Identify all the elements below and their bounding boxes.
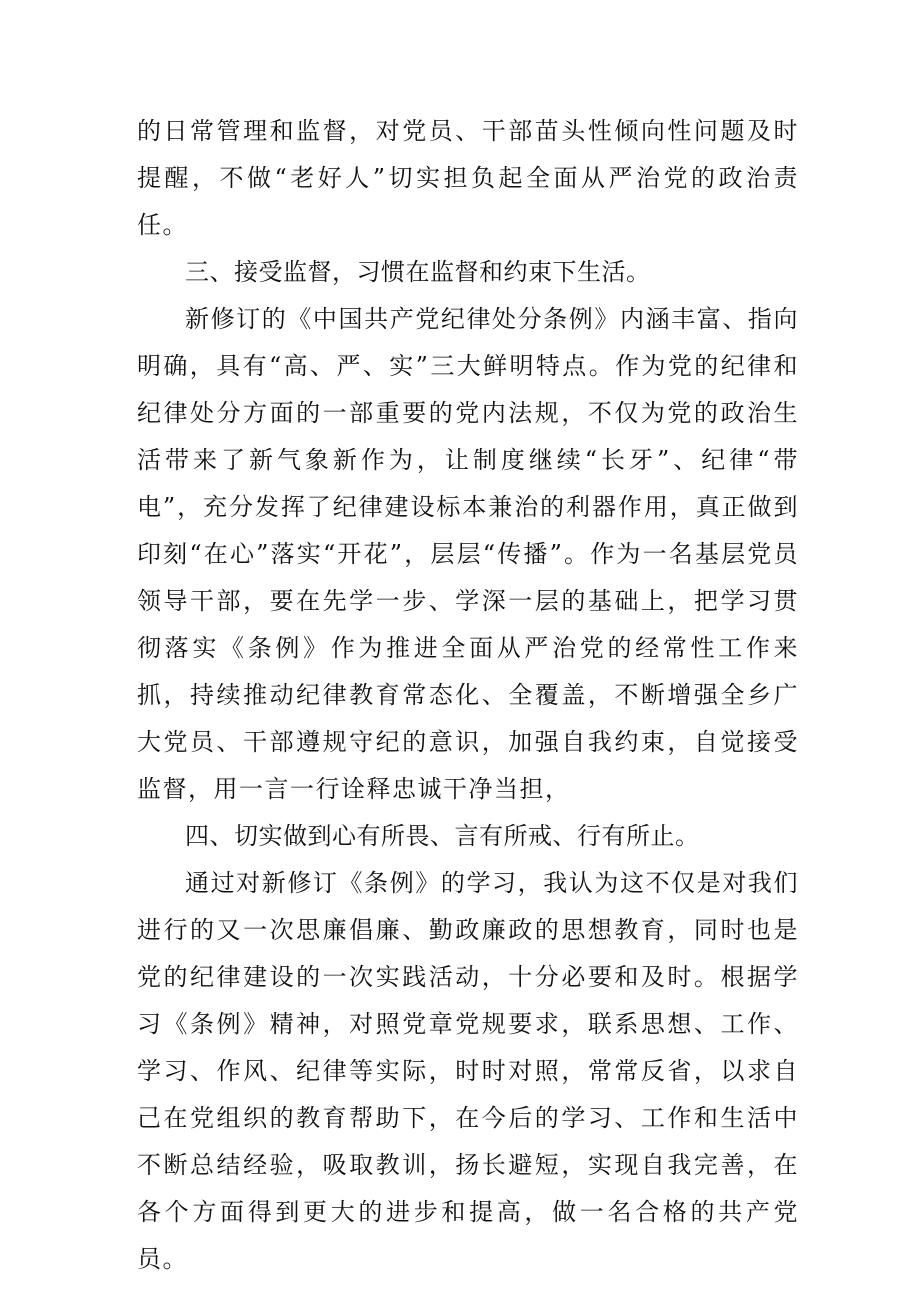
- section-heading-three: 三、接受监督，习惯在监督和约束下生活。: [185, 258, 651, 286]
- paragraph-continuation: 的日常管理和监督，对党员、干部苗头性倾向性问题及时提醒，不做“老好人”切实担负起全面从严治党的政治责任。: [137, 117, 799, 239]
- section-heading-four: 四、切实做到心有所畏、言有所戒、行有所止。: [185, 822, 700, 850]
- document-body: [137, 108, 799, 1283]
- paragraph-section-four: 通过对新修订《条例》的学习，我认为这不仅是对我们进行的又一次思廉倡廉、勤政廉政的思想教育，同时也是党的纪律建设的一次实践活动，十分必要和及时。根据学习《条例》精神，对照党章党规要求，联系思想、工作、学习、作风、纪律等实际，时时对照，常常反省，以求自己在党组织的教育帮助下，在今后的学习、工作和生活中不断总结经验，吸取教训，扬长避短，实现自我完善，在各个方面得到更大的进步和提高，做一名合格的共产党员。: [137, 869, 799, 1273]
- paragraph-section-three: 新修订的《中国共产党纪律处分条例》内涵丰富、指向明确，具有“高、严、实”三大鲜明特点。作为党的纪律和纪律处分方面的一部重要的党内法规，不仅为党的政治生活带来了新气象新作为，让制度继续“长牙”、纪律“带电”，充分发挥了纪律建设标本兼治的利器作用，真正做到印刻“在心”落实“开花”，层层“传播”。作为一名基层党员领导干部，要在先学一步、学深一层的基础上，把学习贯彻落实《条例》作为推进全面从严治党的经常性工作来抓，持续推动纪律教育常态化、全覆盖，不断增强全乡广大党员、干部遵规守纪的意识，加强自我约束，自觉接受监督，用一言一行诠释忠诚干净当担，: [137, 305, 799, 803]
